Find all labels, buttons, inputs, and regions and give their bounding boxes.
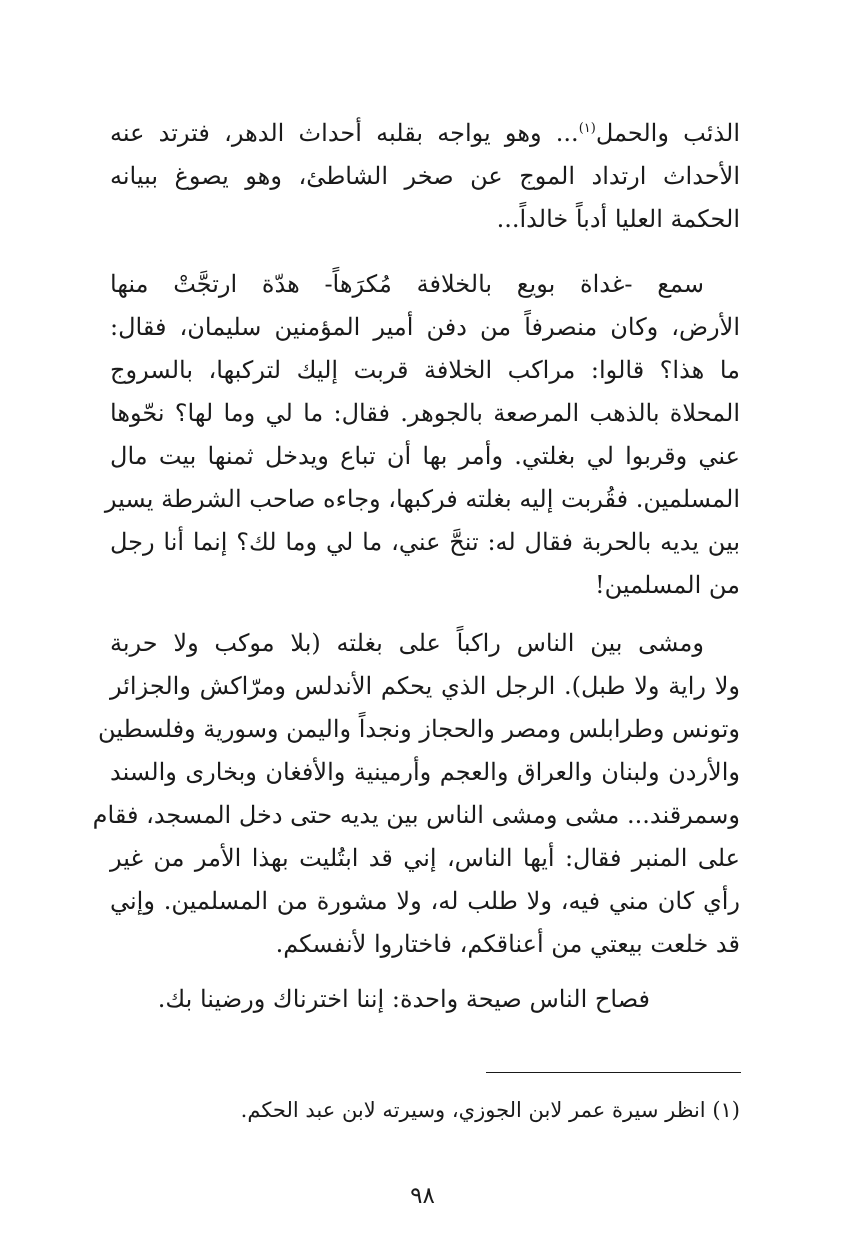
paragraph-line: وسمرقند... مشى ومشى الناس بين يديه حتى دخل المسجد، فقام	[92, 801, 740, 829]
footnote: (١) انظر سيرة عمر لابن الجوزي، وسيرته لابن عبد الحكم.	[240, 1098, 740, 1122]
paragraph-line: بين يديه بالحربة فقال له: تنحَّ عني، ما لي وما لك؟ إنما أنا رجل	[110, 528, 740, 556]
paragraph-line: عني وقربوا لي بغلتي. وأمر بها أن تباع ويدخل ثمنها بيت مال	[110, 442, 740, 470]
paragraph-line: سمع -غداة بويع بالخلافة مُكرَهاً- هدّة ارتجَّتْ منها	[110, 270, 704, 298]
paragraph-line: على المنبر فقال: أيها الناس، إني قد ابتُليت بهذا الأمر من غير	[110, 844, 740, 872]
paragraph-line: رأي كان مني فيه، ولا طلب له، ولا مشورة من المسلمين. وإني	[110, 887, 740, 915]
footnote-reference: (١)	[578, 121, 596, 136]
paragraph-2	[104, 263, 740, 607]
paragraph-line: الذئب والحمل$^{(١)}$... وهو يواجه بقلبه أحداث الدهر، فترتد عنه	[110, 119, 740, 147]
paragraph-line: وتونس وطرابلس ومصر والحجاز ونجداً واليمن وسورية وفلسطين	[98, 715, 740, 743]
paragraph-3	[92, 622, 740, 966]
page-number: ٩٨	[410, 1183, 435, 1209]
paragraph-line: الحكمة العليا أدباً خالداً...	[496, 205, 740, 233]
paragraph-line: قد خلعت بيعتي من أعناقكم، فاختاروا لأنفسكم.	[275, 930, 740, 958]
paragraph-line: من المسلمين!	[595, 571, 740, 599]
paragraph-line: فصاح الناس صيحة واحدة: إننا اخترناك ورضينا بك.	[157, 985, 650, 1013]
paragraph-line: والأردن ولبنان والعراق والعجم وأرمينية والأفغان وبخارى والسند	[110, 758, 740, 786]
footnote-divider	[486, 1072, 741, 1073]
paragraph-line: ومشى بين الناس راكباً على بغلته (بلا موكب ولا حربة	[110, 629, 704, 657]
paragraph-line: ولا راية ولا طبل). الرجل الذي يحكم الأندلس ومرّاكش والجزائر	[110, 672, 740, 700]
paragraph-line: الأحداث ارتداد الموج عن صخر الشاطئ، وهو يصوغ ببيانه	[110, 162, 740, 190]
paragraph-1	[110, 112, 740, 241]
paragraph-4	[110, 978, 740, 1021]
paragraph-line: المحلاة بالذهب المرصعة بالجوهر. فقال: ما لي وما لها؟ نحّوها	[110, 399, 740, 427]
paragraph-line: ما هذا؟ قالوا: مراكب الخلافة قربت إليك لتركبها، بالسروج	[110, 356, 740, 384]
paragraph-line: المسلمين. فقُربت إليه بغلته فركبها، وجاءه صاحب الشرطة يسير	[104, 485, 740, 513]
paragraph-line: الأرض، وكان منصرفاً من دفن أمير المؤمنين سليمان، فقال:	[110, 313, 740, 341]
